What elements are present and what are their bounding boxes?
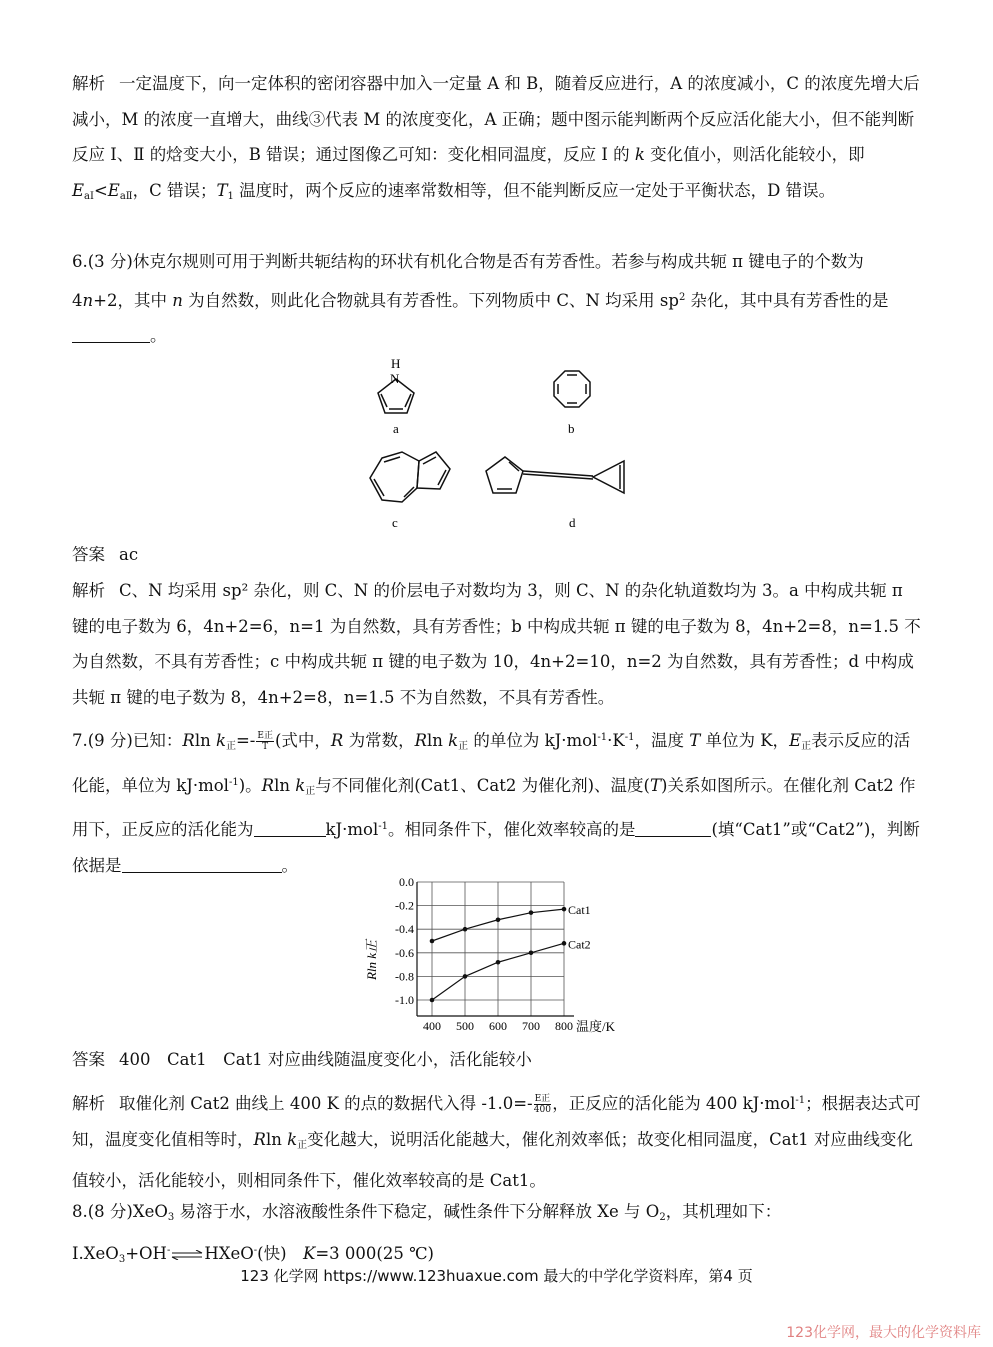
y-tick-label: -0.8 bbox=[395, 969, 414, 984]
answer-blank bbox=[122, 854, 282, 873]
series-label-cat1: Cat1 bbox=[568, 903, 591, 918]
q7-answer: 答案 400 Cat1 Cat1 对应曲线随温度变化小，活化能较小 bbox=[72, 1050, 532, 1069]
q7-analysis: 解析 取催化剂 Cat2 曲线上 400 K 的点的数据代入得 -1.0=- $\frac{\text{E正}}{400}$ ，正反应的活化能为 400 kJ·mol$^{-1}$；根据表达式可知，温度变化值相等时，Rln $k_正$变化越大，说明活化能越大，催化剂效率低；故变化相同温度，Cat1 对应曲线变化值较小，活化能较小，则相同条件下，催化效率较高的是 Cat1。 bbox=[72, 1094, 921, 1190]
data-point-cat1 bbox=[562, 907, 567, 912]
q7-stem: 7.(9 分)已知：Rln $k_正=-$ $\frac{\text{E正}}{T}$ (式中，R 为常数，Rln $k_正$ 的单位为 $kJ\cdot mol^{-1}\cdot K^{-1}$，温度 T 单位为 K，$E_正$表示反应的活化能，单位为 kJ·mol$^{-1}$)。Rln $k_正$与不同催化剂(Cat1、Cat2 为催化剂)、温度(T)关系如图所示。在催化剂 Cat2 作用下，正反应的活化能为 kJ·mol$^{-1}$。相同条件下，催化效率较高的是 (填“Cat1”或“Cat2”)，判断依据是 。 bbox=[72, 731, 920, 875]
answer-blank bbox=[72, 324, 150, 343]
fraction: $\frac{\text{E正}}{400}$ bbox=[533, 1094, 551, 1115]
h-label: H bbox=[391, 356, 401, 371]
q8-reaction-1: Ⅰ.XeO$_3$+OH- HXeO-(快) K=3 000(25 ℃) bbox=[72, 1244, 434, 1265]
data-point-cat1 bbox=[529, 910, 534, 915]
data-point-cat1 bbox=[463, 927, 468, 932]
data-point-cat2 bbox=[430, 998, 435, 1003]
y-tick-label: -0.2 bbox=[395, 898, 414, 913]
data-point-cat2 bbox=[463, 974, 468, 979]
structure-d-ring5 bbox=[486, 457, 523, 493]
x-tick-label: 700 bbox=[522, 1019, 540, 1033]
q5-analysis: 解析 一定温度下，向一定体积的密闭容器中加入一定量 A 和 B，随着反应进行，A 的浓度减小，C 的浓度先增大后减小，M 的浓度一直增大，曲线③代表 M 的浓度变化，A 正确；题中图示能判断两个反应活化能大小，但不能判断反应 Ⅰ、Ⅱ 的焓变大小，B 错误；通过图像乙可知：变化相同温度，反应 Ⅰ 的 k 变化值小，则活化能较小，即 $E_{aⅠ}<E_{aⅡ}$，C 错误；$T_1$ 温度时，两个反应的速率常数相等，但不能判断反应一定处于平衡状态，D 错误。 bbox=[72, 74, 920, 202]
n-label: N bbox=[390, 371, 400, 386]
chart-grid bbox=[417, 882, 564, 1016]
chart-axes bbox=[417, 882, 574, 1016]
label-c: c bbox=[392, 515, 398, 530]
x-tick-label: 500 bbox=[456, 1019, 474, 1033]
q6-stem: 6.(3 分)休克尔规则可用于判断共轭结构的环状有机化合物是否有芳香性。若参与构成共轭 π 键电子的个数为 4n+2，其中 n 为自然数，则此化合物就具有芳香性。下列物质中 C、N 均采用 $sp^2$ 杂化，其中具有芳香性的是。 bbox=[72, 252, 889, 345]
activation-chart bbox=[360, 868, 640, 1038]
watermark: 123化学网，最大的化学资料库 bbox=[786, 1325, 981, 1341]
y-axis-label: Rln k正 bbox=[364, 939, 379, 981]
answer-blank bbox=[254, 818, 326, 837]
series-label-cat2: Cat2 bbox=[568, 937, 591, 952]
x-tick-label: 800 bbox=[555, 1019, 573, 1033]
x-axis-label: 温度/K bbox=[576, 1019, 616, 1034]
fraction: $\frac{\text{E正}}{T}$ bbox=[257, 731, 273, 752]
y-tick-label: -0.4 bbox=[395, 922, 414, 937]
q8-stem: 8.(8 分)XeO$_3$ 易溶于水，水溶液酸性条件下稳定，碱性条件下分解释放 Xe 与 $O_2$，其机理如下： bbox=[72, 1202, 782, 1223]
label-d: d bbox=[569, 515, 576, 530]
data-point-cat2 bbox=[496, 960, 501, 965]
q6-analysis: 解析 C、N 均采用 sp² 杂化，则 C、N 的价层电子对数均为 3，则 C、N 的杂化轨道数均为 3。a 中构成共轭 π 键的电子数为 6，4n+2=6，n=1 为自然数，具有芳香性；b 中构成共轭 π 键的电子数为 8，4n+2=8，n=1.5 不为自然数，不具有芳香性；c 中构成共轭 π 键的电子数为 10，4n+2=10，n=2 为自然数，具有芳香性；d 中构成共轭 π 键的电子数为 8，4n+2=8，n=1.5 不为自然数，不具有芳香性。 bbox=[72, 581, 921, 707]
answer-blank bbox=[635, 818, 711, 837]
data-point-cat1 bbox=[430, 939, 435, 944]
page-footer: 123 化学网 https://www.123huaxue.com 最大的中学化学资料库，第4 页 bbox=[240, 1267, 753, 1285]
data-point-cat2 bbox=[562, 941, 567, 946]
y-tick-label: 0.0 bbox=[399, 875, 414, 889]
structures-figure bbox=[360, 355, 660, 535]
analysis-label: 解析 bbox=[72, 74, 105, 93]
x-tick-label: 400 bbox=[423, 1019, 441, 1033]
label-b: b bbox=[568, 421, 575, 436]
y-tick-label: -1.0 bbox=[395, 993, 414, 1007]
y-tick-label: -0.6 bbox=[395, 945, 414, 960]
x-tick-label: 600 bbox=[489, 1019, 507, 1033]
label-a: a bbox=[393, 421, 399, 436]
q6-answer: 答案 ac bbox=[72, 545, 139, 564]
structure-b-ring bbox=[554, 371, 590, 407]
equilibrium-arrow bbox=[170, 1250, 204, 1260]
data-point-cat2 bbox=[529, 951, 534, 956]
data-point-cat1 bbox=[496, 917, 501, 922]
